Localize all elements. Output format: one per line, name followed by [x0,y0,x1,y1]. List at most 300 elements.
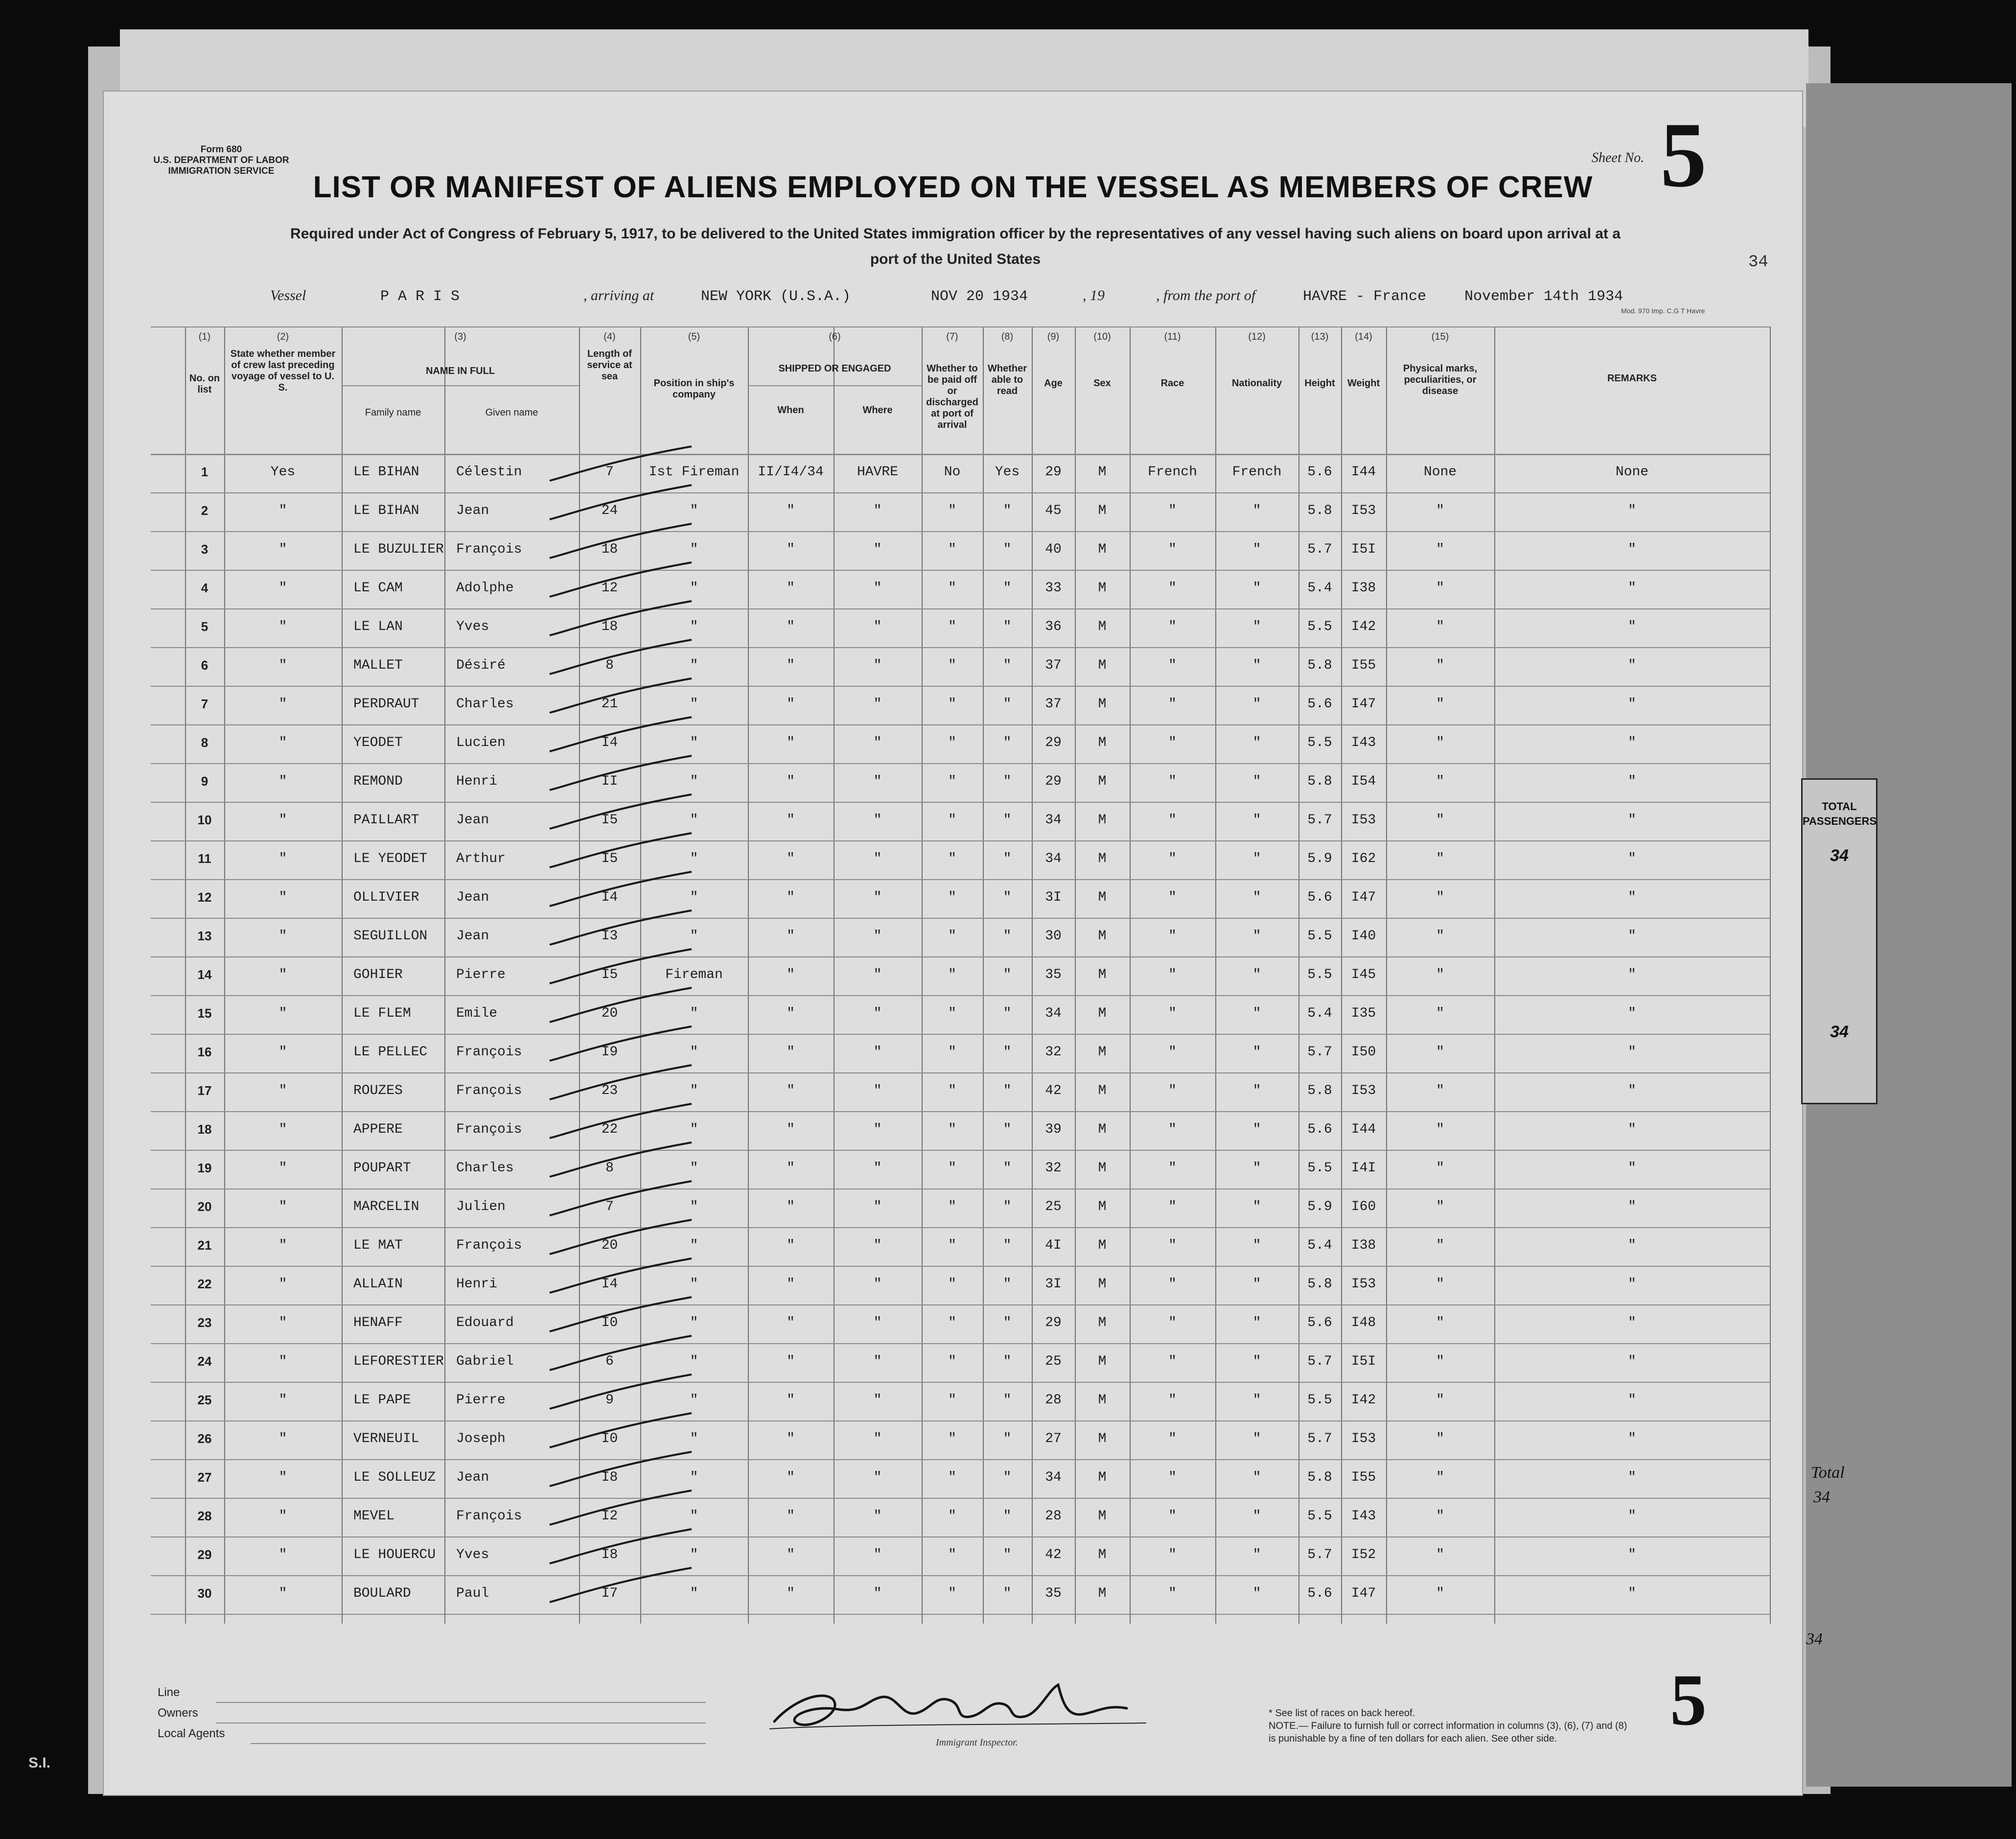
cell-nationality: " [1252,503,1261,518]
cell-race: " [1168,503,1177,518]
table-top-border [151,326,1770,327]
table-row [151,763,1770,802]
subtitle [148,221,1763,272]
cell-race: " [1168,1238,1177,1253]
header-when: When [777,405,804,416]
cell-family: MARCELIN [353,1199,419,1214]
cell-read: " [1003,619,1012,634]
cell-remarks: " [1628,1238,1636,1253]
subtitle-line-2: port of the United States [870,251,1041,267]
header-race: Race [1160,378,1184,389]
cell-paid-off: " [948,1509,956,1524]
cell-race: " [1168,1431,1177,1446]
cell-no: 12 [197,890,212,905]
table-row [151,1188,1770,1227]
cell-family: POUPART [353,1161,411,1176]
cell-when: " [787,1199,795,1214]
cell-height: 5.4 [1307,1006,1332,1021]
cell-marks: " [1436,1083,1444,1098]
cell-nationality: " [1252,1586,1261,1601]
cell-paid-off: " [948,735,956,750]
cell-member: " [278,774,287,789]
cell-race: " [1168,581,1177,596]
column-number: (15) [1431,331,1449,342]
cell-remarks: " [1628,851,1636,866]
cell-marks: " [1436,1006,1444,1021]
cell-height: 5.6 [1307,697,1332,712]
cell-position: " [690,1315,698,1330]
footer-notes [1269,1707,1627,1745]
cell-where: " [873,1006,882,1021]
cell-position: " [690,929,698,944]
cell-given: Pierre [456,967,506,982]
cell-family: LE BUZULIER [353,542,444,557]
cell-race: " [1168,1277,1177,1292]
cell-family: APPERE [353,1122,403,1137]
cell-marks: " [1436,1199,1444,1214]
cell-no: 6 [201,658,209,673]
cell-position: " [690,542,698,557]
cell-nationality: " [1252,542,1261,557]
cell-family: LE FLEM [353,1006,411,1021]
column-number: (3) [454,331,466,342]
cell-position: " [690,813,698,828]
cell-weight: I35 [1351,1006,1376,1021]
cell-position: " [690,1083,698,1098]
cell-position: Ist Fireman [649,465,740,480]
cell-service: I9 [601,1045,618,1060]
cell-sex: M [1098,619,1107,634]
cell-service: 9 [605,1393,614,1408]
arriving-label: , arriving at [583,287,654,303]
cell-no: 16 [197,1045,212,1059]
cell-read: " [1003,1315,1012,1330]
cell-read: " [1003,542,1012,557]
cell-paid-off: " [948,581,956,596]
cell-read: " [1003,697,1012,712]
name-subheader-line [342,385,579,386]
cell-paid-off: " [948,697,956,712]
cell-remarks: " [1628,1354,1636,1369]
cell-height: 5.7 [1307,813,1332,828]
cell-family: LE MAT [353,1238,403,1253]
total-passengers-value-2: 34 [1830,1023,1849,1041]
cell-age: 25 [1045,1354,1062,1369]
cell-where: " [873,851,882,866]
cell-read: " [1003,1083,1012,1098]
cell-sex: M [1098,465,1107,480]
header-paid-off: Whether to be paid off or discharged at port of arrival [926,363,978,430]
cell-sex: M [1098,1238,1107,1253]
cell-given: Adolphe [456,581,514,596]
cell-no: 8 [201,735,209,750]
cell-race: " [1168,1083,1177,1098]
cell-paid-off: " [948,1238,956,1253]
cell-marks: " [1436,1122,1444,1137]
cell-family: BOULARD [353,1586,411,1601]
cell-read: " [1003,890,1012,905]
cell-where: " [873,1509,882,1524]
cell-paid-off: " [948,1045,956,1060]
cell-when: " [787,542,795,557]
cell-family: GOHIER [353,967,403,982]
cell-no: 1 [201,465,209,479]
cell-weight: I42 [1351,1393,1376,1408]
cell-no: 10 [197,813,212,827]
vessel-name: P A R I S [380,288,460,305]
cell-no: 24 [197,1354,212,1369]
cell-height: 5.8 [1307,1083,1332,1098]
cell-sex: M [1098,1354,1107,1369]
table-row [151,1304,1770,1343]
cell-weight: I53 [1351,503,1376,518]
cell-member: " [278,1277,287,1292]
cell-no: 13 [197,929,212,943]
arriving-port: NEW YORK (U.S.A.) [701,288,851,305]
cell-given: Charles [456,697,514,712]
cell-sex: M [1098,813,1107,828]
cell-given: Joseph [456,1431,506,1446]
cell-remarks: " [1628,1586,1636,1601]
cell-position: " [690,1045,698,1060]
departure-date: November 14th 1934 [1464,288,1623,305]
cell-age: 29 [1045,465,1062,480]
cell-height: 5.5 [1307,619,1332,634]
cell-marks: " [1436,929,1444,944]
cell-where: HAVRE [857,465,898,480]
cell-where: " [873,1547,882,1562]
cell-nationality: French [1232,465,1282,480]
cell-height: 5.8 [1307,1470,1332,1485]
cell-when: " [787,851,795,866]
cell-marks: " [1436,503,1444,518]
arrival-date: NOV 20 1934 [931,288,1028,305]
cell-remarks: " [1628,929,1636,944]
cell-marks: " [1436,542,1444,557]
table-row [151,724,1770,763]
vessel-label: Vessel [270,287,306,303]
cell-member: " [278,697,287,712]
cell-sex: M [1098,1431,1107,1446]
cell-nationality: " [1252,581,1261,596]
cell-nationality: " [1252,658,1261,673]
cell-where: " [873,1045,882,1060]
cell-marks: " [1436,967,1444,982]
cell-weight: I55 [1351,658,1376,673]
penalty-note-2: is punishable by a fine of ten dollars for each alien. See other side. [1269,1733,1557,1744]
cell-no: 15 [197,1006,212,1021]
cell-when: " [787,1277,795,1292]
cell-nationality: " [1252,1354,1261,1369]
cell-member: " [278,967,287,982]
cell-no: 25 [197,1393,212,1407]
cell-remarks: " [1628,1045,1636,1060]
cell-family: YEODET [353,735,403,750]
penalty-note-1: NOTE.— Failure to furnish full or correct information in columns (3), (6), (7) and (8) [1269,1721,1627,1731]
cell-weight: I48 [1351,1315,1376,1330]
cell-family: LE BIHAN [353,465,419,480]
cell-race: " [1168,1161,1177,1176]
cell-service: II [601,774,618,789]
cell-paid-off: " [948,1315,956,1330]
cell-paid-off: " [948,503,956,518]
cell-given: Yves [456,1547,489,1562]
cell-height: 5.6 [1307,1122,1332,1137]
cell-marks: " [1436,851,1444,866]
column-number: (2) [277,331,289,342]
cell-height: 5.8 [1307,503,1332,518]
cell-family: VERNEUIL [353,1431,419,1446]
cell-position: " [690,1393,698,1408]
cell-position: " [690,1509,698,1524]
cell-paid-off: " [948,1470,956,1485]
cell-nationality: " [1252,1431,1261,1446]
cell-read: " [1003,967,1012,982]
cell-read: " [1003,658,1012,673]
cell-member: Yes [270,465,296,480]
table-row [151,995,1770,1034]
cell-sex: M [1098,503,1107,518]
row-divider [151,1614,1770,1615]
shipped-subheader-line [748,385,922,386]
cell-read: " [1003,1161,1012,1176]
cell-weight: I43 [1351,735,1376,750]
cell-marks: " [1436,1161,1444,1176]
cell-height: 5.8 [1307,774,1332,789]
passengers-label: PASSENGERS [1803,815,1877,827]
cell-no: 29 [197,1547,212,1562]
cell-where: " [873,1354,882,1369]
cell-where: " [873,1470,882,1485]
cell-age: 42 [1045,1083,1062,1098]
cell-given: François [456,1083,522,1098]
cell-read: " [1003,1238,1012,1253]
table-row [151,608,1770,647]
cell-weight: I44 [1351,465,1376,480]
from-port: HAVRE - France [1303,288,1427,305]
cell-sex: M [1098,1122,1107,1137]
table-row [151,570,1770,608]
cell-age: 27 [1045,1431,1062,1446]
sheet-number: 5 [1660,104,1707,207]
cell-member: " [278,1470,287,1485]
cell-age: 3I [1045,890,1062,905]
cell-paid-off: " [948,658,956,673]
cell-when: " [787,503,795,518]
cell-member: " [278,1586,287,1601]
cell-read: " [1003,851,1012,866]
cell-read: " [1003,1586,1012,1601]
cell-paid-off: " [948,851,956,866]
cell-position: " [690,1431,698,1446]
cell-height: 5.5 [1307,1393,1332,1408]
cell-read: " [1003,1006,1012,1021]
cell-height: 5.6 [1307,1586,1332,1601]
cell-remarks: " [1628,503,1636,518]
cell-age: 4I [1045,1238,1062,1253]
cell-position: " [690,1277,698,1292]
cell-race: " [1168,1393,1177,1408]
cell-remarks: " [1628,1470,1636,1485]
cell-paid-off: " [948,1547,956,1562]
cell-no: 21 [197,1238,212,1253]
cell-age: 35 [1045,1586,1062,1601]
cell-race: " [1168,851,1177,866]
cell-age: 33 [1045,581,1062,596]
table-row [151,1227,1770,1266]
cell-where: " [873,1586,882,1601]
sheet-label: Sheet No. [1592,150,1645,165]
cell-given: Charles [456,1161,514,1176]
cell-paid-off: " [948,1586,956,1601]
cell-when: " [787,774,795,789]
header-shipped-or-engaged: SHIPPED OR ENGAGED [778,363,891,374]
total-handwritten-value-bottom: 34 [1806,1630,1823,1648]
table-row [151,802,1770,840]
cell-weight: I43 [1351,1509,1376,1524]
cell-given: Jean [456,1470,489,1485]
races-note: * See list of races on back hereof. [1269,1708,1415,1719]
cell-age: 32 [1045,1161,1062,1176]
cell-read: " [1003,735,1012,750]
cell-age: 29 [1045,1315,1062,1330]
cell-height: 5.7 [1307,542,1332,557]
cell-race: " [1168,658,1177,673]
cell-marks: " [1436,1586,1444,1601]
cell-paid-off: " [948,774,956,789]
cell-weight: I38 [1351,581,1376,596]
cell-weight: I5I [1351,542,1376,557]
cell-service: I4 [601,735,618,750]
cell-position: " [690,658,698,673]
cell-where: " [873,1315,882,1330]
cell-where: " [873,1431,882,1446]
cell-weight: I47 [1351,697,1376,712]
table-row [151,840,1770,879]
cell-no: 27 [197,1470,212,1485]
cell-sex: M [1098,851,1107,866]
cell-height: 5.7 [1307,1431,1332,1446]
cell-age: 34 [1045,813,1062,828]
cell-paid-off: " [948,1161,956,1176]
cell-race: " [1168,1586,1177,1601]
cell-family: MALLET [353,658,403,673]
cell-sex: M [1098,890,1107,905]
page-number: 34 [1748,253,1768,272]
cell-marks: " [1436,1045,1444,1060]
table-row [151,1111,1770,1150]
table-row [151,1536,1770,1575]
cell-remarks: " [1628,774,1636,789]
cell-marks: " [1436,1547,1444,1562]
cell-nationality: " [1252,1238,1261,1253]
cell-age: 28 [1045,1509,1062,1524]
cell-sex: M [1098,1045,1107,1060]
cell-height: 5.5 [1307,929,1332,944]
cell-remarks: " [1628,1083,1636,1098]
cell-age: 35 [1045,967,1062,982]
cell-family: OLLIVIER [353,890,419,905]
cell-where: " [873,929,882,944]
header-family-name: Family name [365,407,421,418]
cell-when: " [787,1161,795,1176]
cell-height: 5.4 [1307,1238,1332,1253]
cell-sex: M [1098,1006,1107,1021]
column-number: (14) [1355,331,1372,342]
cell-family: ROUZES [353,1083,403,1098]
cell-position: " [690,697,698,712]
cell-when: " [787,1431,795,1446]
cell-when: " [787,813,795,828]
cell-where: " [873,542,882,557]
header-where: Where [862,405,893,416]
cell-weight: I42 [1351,619,1376,634]
column-number: (10) [1093,331,1111,342]
cell-age: 37 [1045,697,1062,712]
cell-age: 29 [1045,735,1062,750]
cell-service: 24 [601,503,618,518]
cell-family: HENAFF [353,1315,403,1330]
column-number: (1) [198,331,211,342]
cell-height: 5.7 [1307,1354,1332,1369]
cell-member: " [278,1547,287,1562]
cell-service: 8 [605,658,614,673]
cell-read: " [1003,503,1012,518]
cell-sex: M [1098,735,1107,750]
header-able-to-read: Whether able to read [988,363,1027,396]
cell-paid-off: " [948,1277,956,1292]
cell-remarks: " [1628,1161,1636,1176]
table-row [151,1150,1770,1188]
cell-weight: I54 [1351,774,1376,789]
cell-height: 5.7 [1307,1547,1332,1562]
cell-service: I3 [601,929,618,944]
inspector-label: Immigrant Inspector. [936,1737,1018,1748]
cell-race: " [1168,1199,1177,1214]
cell-position: " [690,1547,698,1562]
owners-label: Owners [158,1706,198,1720]
cell-sex: M [1098,542,1107,557]
cell-paid-off: " [948,929,956,944]
cell-position: " [690,1586,698,1601]
cell-no: 7 [201,697,209,711]
cell-sex: M [1098,1393,1107,1408]
cell-when: II/I4/34 [758,465,824,480]
cell-nationality: " [1252,774,1261,789]
header-weight: Weight [1347,378,1380,389]
cell-given: Edouard [456,1315,514,1330]
inspector-signature [755,1670,1156,1744]
from-port-label: , from the port of [1156,287,1256,303]
column-number: (7) [946,331,958,342]
cell-service: 21 [601,697,618,712]
cell-race: " [1168,735,1177,750]
cell-read: " [1003,1509,1012,1524]
cell-height: 5.6 [1307,890,1332,905]
cell-family: LE PAPE [353,1393,411,1408]
cell-given: François [456,1238,522,1253]
footer-labels [158,1682,225,1744]
cell-remarks: " [1628,1547,1636,1562]
cell-service: 22 [601,1122,618,1137]
cell-family: LE CAM [353,581,403,596]
cell-when: " [787,619,795,634]
table-row [151,492,1770,531]
cell-family: LE YEODET [353,851,428,866]
cell-nationality: " [1252,1006,1261,1021]
cell-service: I0 [601,1431,618,1446]
cell-given: Lucien [456,735,506,750]
